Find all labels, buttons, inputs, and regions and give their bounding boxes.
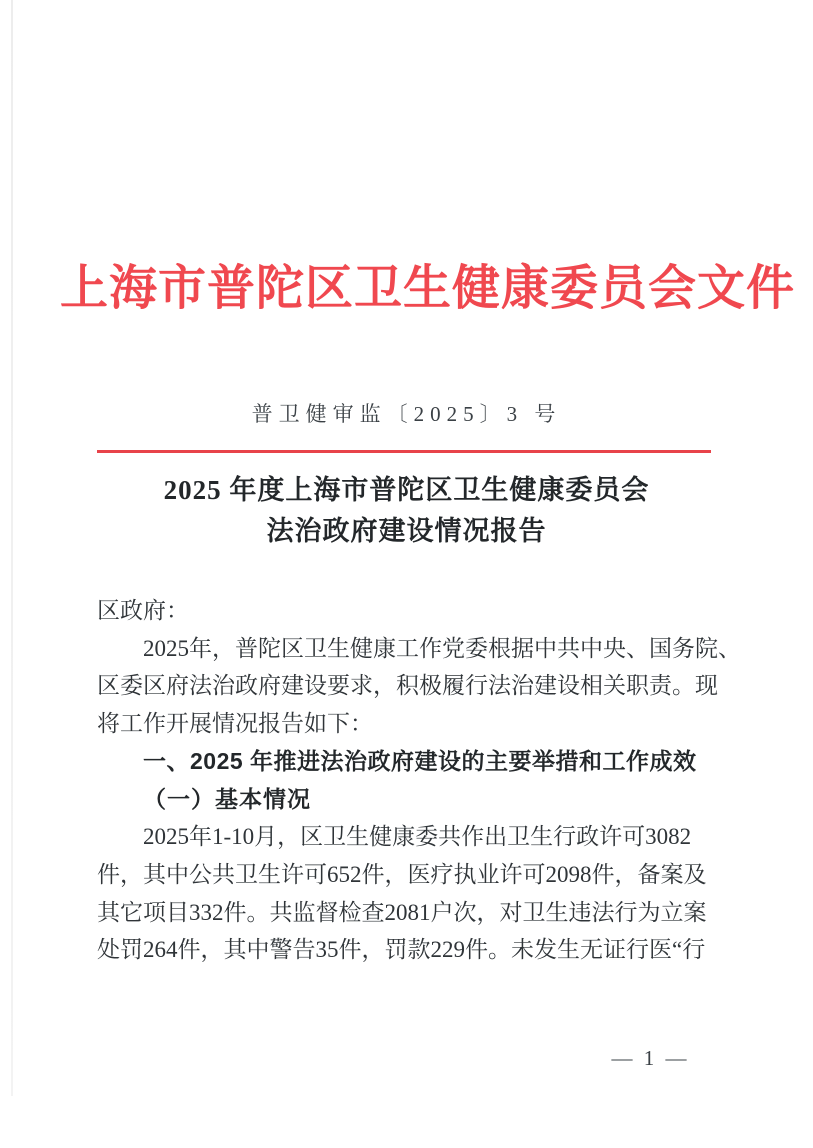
document-body (97, 592, 741, 969)
banner-title: 上海市普陀区卫生健康委员会文件 (60, 262, 796, 315)
body-paragraph-line: 处罚264件，其中警告35件，罚款229件。未发生无证行医“行 (97, 937, 706, 963)
body-salutation: 区政府： (97, 598, 189, 623)
doc-number: 普卫健审监〔2025〕3 号 (251, 402, 562, 426)
scan-page-edge-line (11, 0, 13, 1096)
document-title-line2: 法治政府建设情况报告 (266, 516, 547, 546)
body-paragraph-line: 区委区府法治政府建设要求，积极履行法治建设相关职责。现 (97, 673, 718, 699)
page-number: — 1 — (611, 1046, 690, 1070)
body-paragraph-line: 2025年1-10月，区卫生健康委共作出卫生行政许可3082 (143, 824, 692, 850)
body-paragraph-line: 件，其中公共卫生许可652件，医疗执业许可2098件，备案及 (97, 861, 707, 887)
body-subsection-heading: （一）基本情况 (143, 786, 311, 812)
body-paragraph-line: 其它项目332件。共监督检查2081户次，对卫生违法行为立案 (97, 899, 707, 925)
body-paragraph-line: 2025年，普陀区卫生健康工作党委根据中共中央、国务院、 (143, 635, 741, 661)
document-title (60, 470, 753, 552)
body-paragraph-line: 将工作开展情况报告如下： (97, 711, 373, 737)
body-section-heading: 一、2025 年推进法治政府建设的主要举措和工作成效 (143, 747, 697, 774)
document-title-line1: 2025 年度上海市普陀区卫生健康委员会 (163, 475, 650, 505)
red-divider-line (97, 450, 711, 453)
